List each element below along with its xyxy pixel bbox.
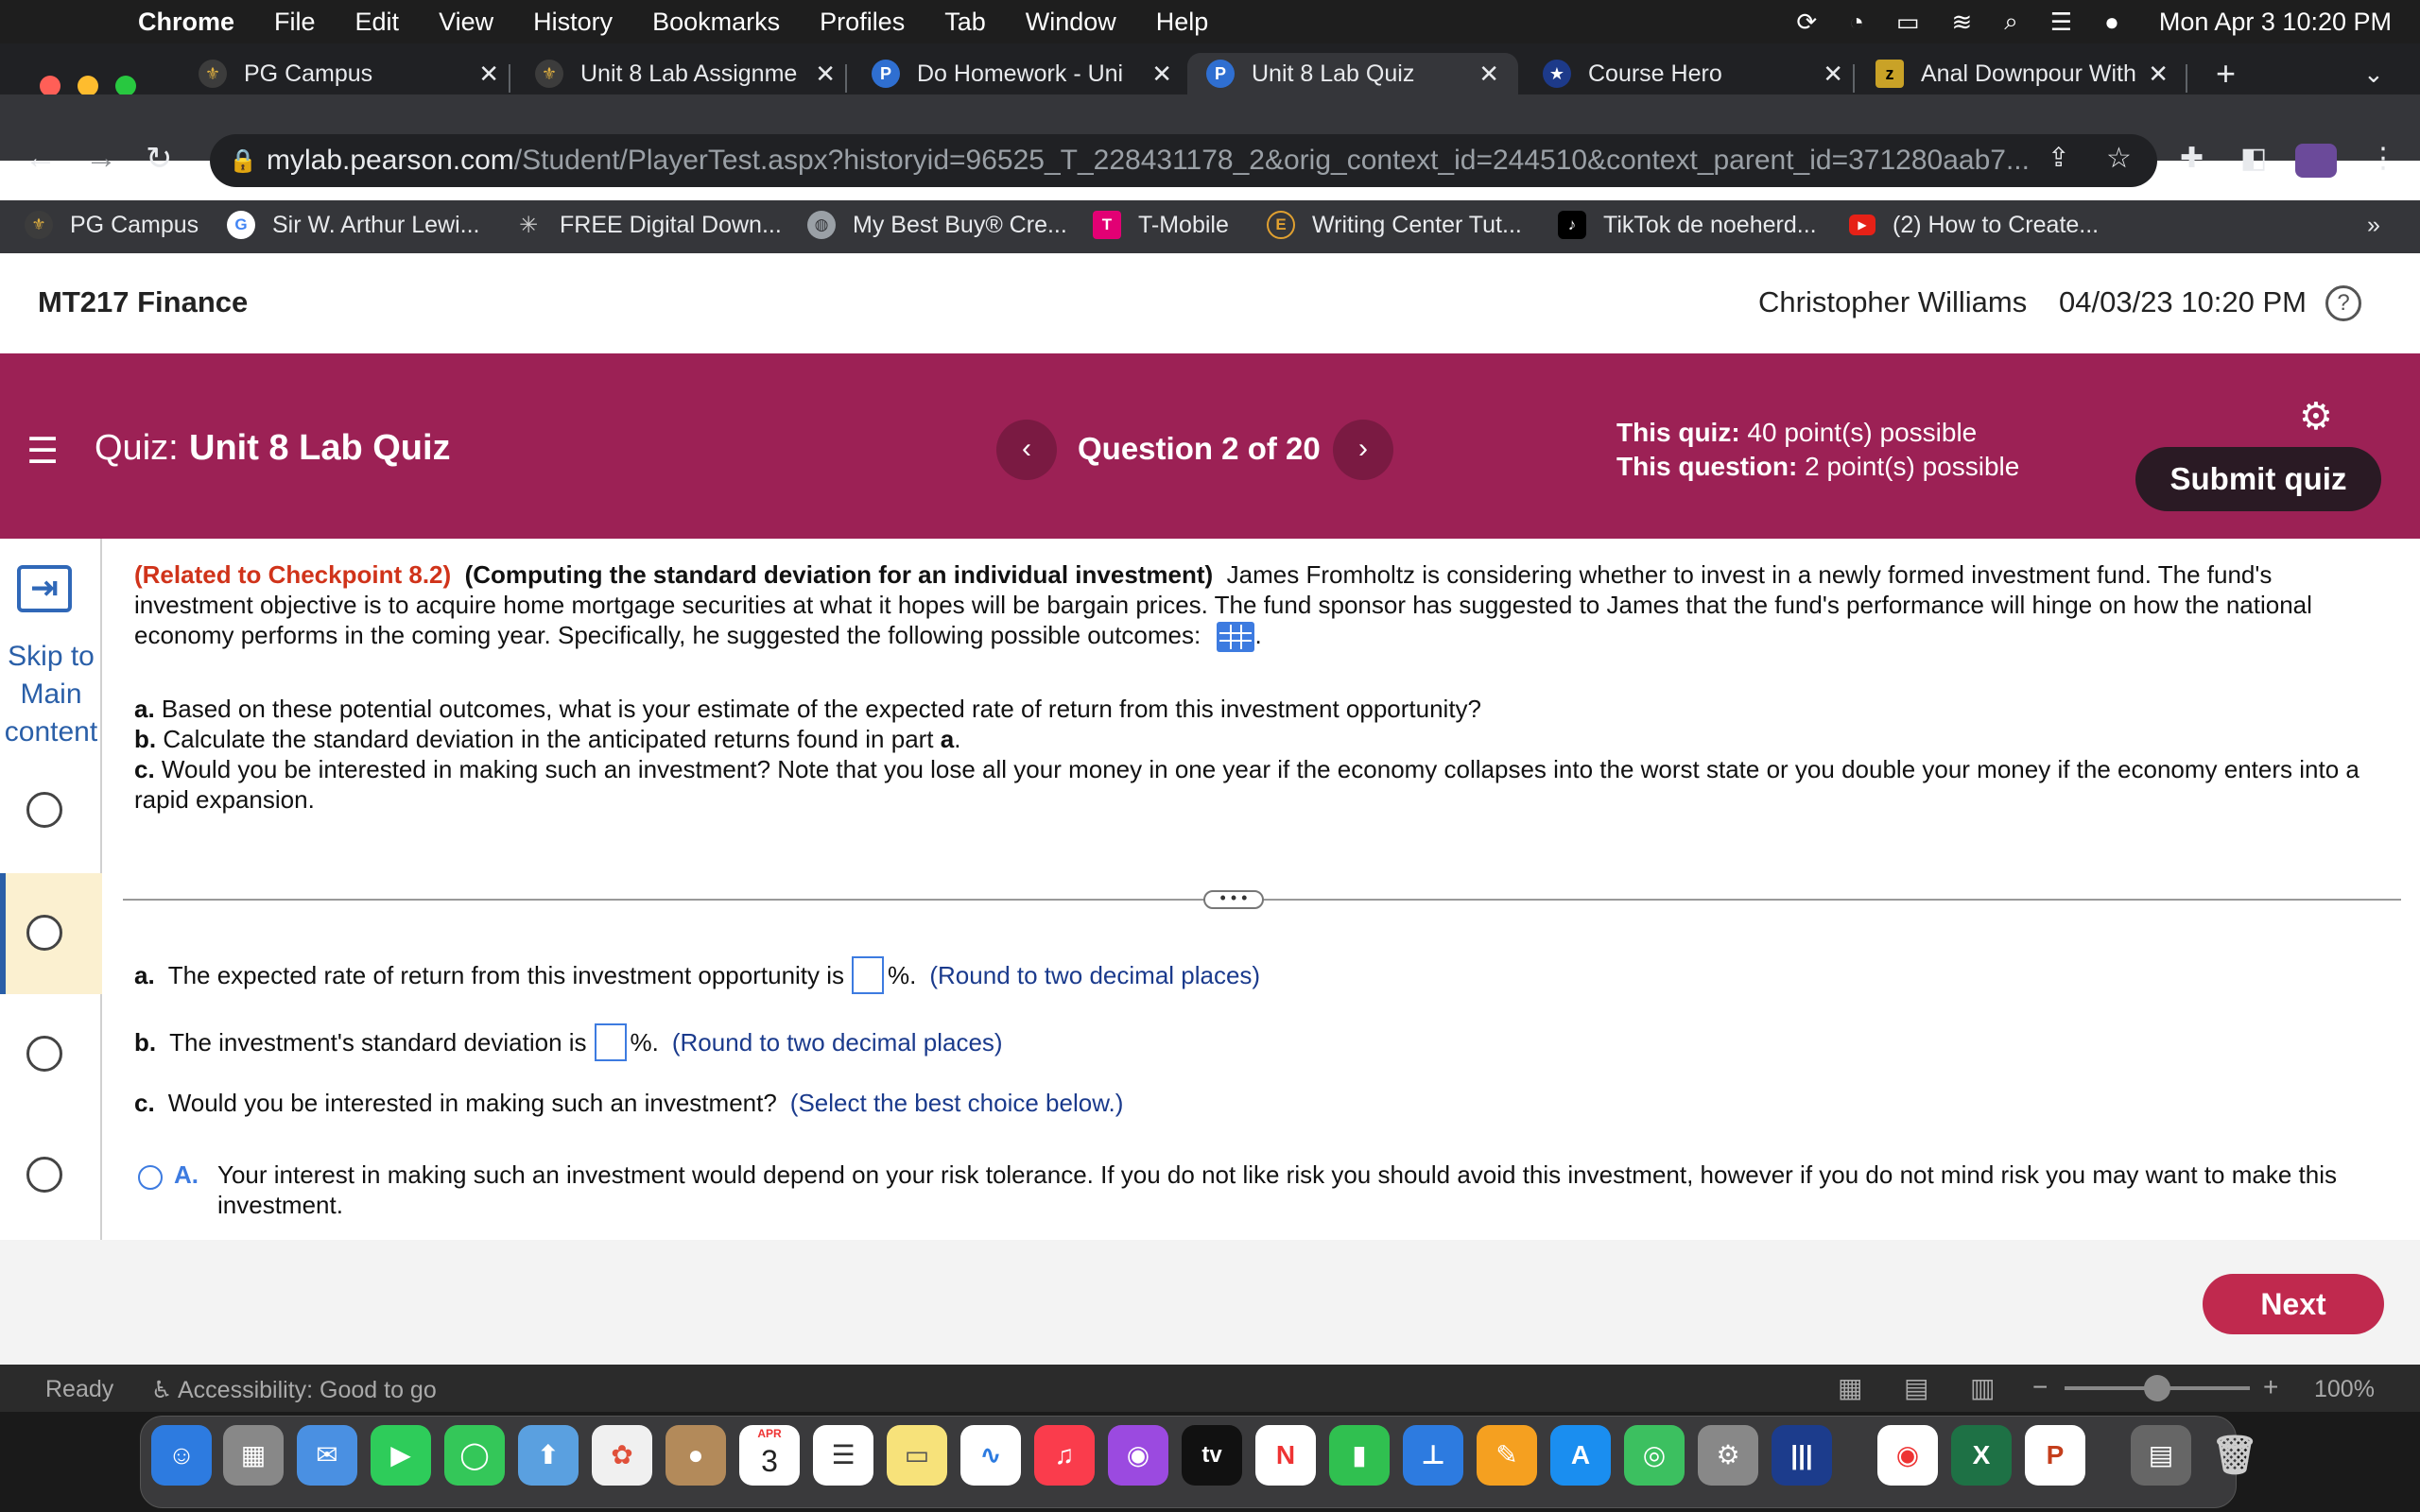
choice-a-option[interactable] [134,1160,2384,1220]
menu-clock[interactable]: Mon Apr 3 10:20 PM [2158,7,2392,36]
menu-edit[interactable]: Edit [354,7,400,36]
next-button[interactable]: Next [2203,1274,2384,1334]
close-tab-icon[interactable]: ✕ [815,59,836,88]
pages-icon[interactable]: ✎ [1477,1425,1537,1486]
tab-label: Do Homework - Uni [917,60,1124,87]
contacts-icon[interactable]: ● [666,1425,726,1486]
menu-app-chrome[interactable]: Chrome [138,7,235,36]
tab-course-hero[interactable] [1543,53,1843,94]
share-icon[interactable]: ⇪ [2048,143,2070,172]
voice-memos-icon[interactable]: ||| [1772,1425,1832,1486]
google-icon: G [227,211,255,239]
related-checkpoint: (Related to Checkpoint 8.2) [134,560,452,589]
menu-profiles[interactable]: Profiles [820,7,906,36]
control-center-icon[interactable]: ☰ [2049,7,2073,36]
rail-question-status-4[interactable] [26,1157,62,1193]
submit-quiz-button[interactable]: Submit quiz [2135,447,2381,511]
quiz-points-value: 40 point(s) possible [1739,418,1978,447]
tab-label: Unit 8 Lab Assignme [580,60,798,87]
normal-view-icon[interactable]: ▦ [1838,1373,1863,1402]
tab-separator [845,64,847,93]
user-name: Christopher Williams [1758,285,2028,318]
previous-question-button[interactable]: ‹ [996,420,1057,480]
chrome-menu-icon[interactable]: ⋮ [2369,143,2397,174]
forward-arrow-icon[interactable]: → [85,140,117,176]
tab-label: Unit 8 Lab Quiz [1252,60,1415,87]
answer-a-hint: (Round to two decimal places) [929,961,1261,989]
pearson-icon: P [1206,60,1235,88]
page-layout-icon[interactable]: ▤ [1904,1373,1929,1402]
writing-center-icon: E [1267,211,1295,239]
part-text: Would you be interested in making such an investment? Note that you lose all your money in one year if the economy collapses into the worst state or you double your money if the economy enters into a rapid expansion. [134,755,2360,814]
url-path: /Student/PlayerTest.aspx?historyid=96525_T_228431178_2&orig_context_id=244510&context_parent_id=371280aab7... [513,145,2030,176]
question-statement [134,559,2384,652]
new-tab-button[interactable]: + [2216,54,2237,93]
tiktok-icon: ♪ [1558,211,1586,239]
quiz-points [1616,418,1977,448]
tab-pg-campus[interactable] [199,53,499,94]
hamburger-menu-icon[interactable]: ☰ [26,432,60,472]
tab-label: Course Hero [1588,60,1722,87]
choice-letter: A. [174,1160,199,1189]
tab-anal-downpour[interactable] [1876,53,2169,94]
pane-resize-handle[interactable]: • • • [1203,890,1264,909]
answer-unit: %. [630,1028,659,1057]
bookmark-free-digital-download[interactable] [514,208,782,242]
calendar-day: 3 [761,1444,778,1478]
zoom-out-icon[interactable]: − [2032,1372,2048,1401]
finder-icon[interactable]: ☺ [151,1425,212,1486]
tab-separator [1853,64,1855,93]
lock-icon[interactable]: 🔒 [229,147,257,174]
pg-campus-icon: ⚜ [535,60,563,88]
bookmark-label: My Best Buy® Cre... [853,211,1067,238]
bookmark-label: TikTok de noeherd... [1603,211,1817,238]
bookmark-label: FREE Digital Down... [560,211,782,238]
tab-separator [509,64,510,93]
freeform-icon[interactable]: ∿ [960,1425,1021,1486]
question-counter[interactable]: Question 2 of 20 [1078,431,1321,466]
quiz-label: Quiz: [95,428,179,468]
menu-bar [0,0,2420,43]
system-settings-icon[interactable]: ⚙ [1698,1425,1758,1486]
help-icon[interactable]: ? [2325,285,2361,321]
excel-icon[interactable]: X [1951,1425,2012,1486]
question-body: James Fromholtz is considering whether to invest in a newly formed investment fund. The fund's investment objective is to acquire home mortgage securities at what it hopes will be bargain prices. The fund sponsor has suggested to James that the fund's performance will hinge on how the national economy performs in the coming year. Specifically, he suggested the following possible outcomes: [134,560,2312,649]
mail-icon[interactable]: ✉ [297,1425,357,1486]
standard-deviation-input[interactable] [595,1023,627,1061]
podcasts-icon[interactable]: ◉ [1108,1425,1168,1486]
bookmark-label: (2) How to Create... [1893,211,2100,238]
next-question-button[interactable]: › [1333,420,1393,480]
extensions-puzzle-icon[interactable]: ✚ [2180,143,2204,174]
reminders-icon[interactable]: ☰ [813,1425,873,1486]
tab-unit8-lab-assignment[interactable] [535,53,836,94]
status-ready: Ready [45,1376,114,1402]
expected-return-input[interactable] [852,956,884,994]
question-footer [0,1240,2420,1365]
accessibility-text: Accessibility: Good to go [178,1377,437,1403]
bookmark-tiktok[interactable] [1558,208,1817,242]
menu-tab[interactable]: Tab [944,7,986,36]
menu-bookmarks[interactable]: Bookmarks [652,7,781,36]
wifi-icon[interactable]: ≋ [1951,7,1973,36]
answer-letter: b. [134,1028,157,1057]
skip-arrow-icon[interactable]: ⇥ [17,565,72,612]
zoom-percent[interactable]: 100% [2314,1376,2375,1402]
part-ref: a [940,725,955,753]
close-tab-icon[interactable]: ✕ [1478,59,1499,88]
answer-b-row [134,1023,1003,1061]
close-tab-icon[interactable]: ✕ [478,59,499,88]
bookmark-label: Sir W. Arthur Lewi... [272,211,480,238]
part-b-prompt [134,724,2384,754]
part-letter: a. [134,695,155,723]
question-points-label: This question: [1616,452,1798,481]
zoom-slider-knob[interactable] [2144,1375,2170,1401]
tab-unit8-lab-quiz[interactable] [1187,53,1518,94]
answer-c-text: Would you be interested in making such an investment? [167,1089,777,1117]
window-minimize-button[interactable] [78,76,98,96]
accessibility-icon: ♿ [151,1377,173,1403]
skip-to-main-content-link[interactable]: Skip to Main content [4,641,98,747]
spotlight-search-icon[interactable]: ⌕ [2004,7,2018,35]
answer-a-row [134,956,1260,994]
t-mobile-icon: T [1093,211,1121,239]
bookmark-t-mobile[interactable] [1093,208,1229,242]
find-my-icon[interactable]: ◎ [1624,1425,1685,1486]
facetime-icon[interactable]: ▶ [371,1425,431,1486]
menu-view[interactable]: View [439,7,494,36]
menu-file[interactable]: File [274,7,316,36]
numbers-icon[interactable]: ▮ [1329,1425,1390,1486]
choice-a-radio[interactable] [138,1165,163,1190]
pg-campus-icon: ⚜ [25,211,53,239]
spider-icon: ✳ [518,212,539,238]
pg-campus-icon: ⚜ [199,60,227,88]
rail-question-status-3[interactable] [26,1036,62,1072]
speed-icon[interactable]: ◔ [1849,7,1864,36]
powerpoint-icon[interactable]: P [2025,1425,2085,1486]
bookmark-writing-center[interactable] [1267,208,1522,242]
keynote-icon[interactable]: ⊥ [1403,1425,1463,1486]
window-close-button[interactable] [40,76,60,96]
pearson-icon: P [872,60,900,88]
rail-question-status-2[interactable] [26,915,62,951]
close-tab-icon[interactable]: ✕ [1823,59,1843,88]
bookmark-label: Writing Center Tut... [1312,211,1522,238]
globe-icon: ◍ [807,211,836,239]
close-tab-icon[interactable]: ✕ [2148,59,2169,88]
menu-help[interactable]: Help [1155,7,1209,36]
answer-c-hint: (Select the best choice below.) [789,1089,1124,1117]
news-icon[interactable]: N [1255,1425,1316,1486]
tab-search-chevron-icon[interactable]: ⌄ [2363,59,2384,88]
gear-icon[interactable]: ⚙ [2299,396,2333,438]
choice-a-text: Your interest in making such an investment would depend on your risk tolerance. If you do not like risk you should avoid this investment, however if you do not mind risk you may want to make this investment. [217,1160,2337,1219]
menu-history[interactable]: History [533,7,614,36]
sync-status-icon[interactable]: ⟳ [1796,7,1818,36]
app-store-icon[interactable]: A [1550,1425,1611,1486]
question-body-end: . [1254,621,1262,649]
menu-window[interactable]: Window [1025,7,1116,36]
url-host: mylab.pearson.com [267,145,514,176]
rail-question-status-1[interactable] [26,792,62,828]
apple-tv-label: tv [1201,1442,1222,1468]
messages-icon[interactable]: ◯ [444,1425,505,1486]
chrome-icon[interactable]: ◉ [1877,1425,1938,1486]
answer-unit: %. [888,961,917,989]
part-letter: c. [134,755,155,783]
answer-b-hint: (Round to two decimal places) [671,1028,1003,1057]
answer-letter: c. [134,1089,155,1117]
part-text: Calculate the standard deviation in the anticipated returns found in part [163,725,934,753]
maps-icon[interactable]: ⬆ [518,1425,579,1486]
reload-icon[interactable]: ↻ [146,141,173,177]
answer-b-text: The investment's standard deviation is [169,1028,587,1057]
tab-do-homework[interactable] [872,53,1172,94]
tab-label: Anal Downpour With [1921,60,2136,87]
bookmark-youtube-how-to-create[interactable] [1849,208,2099,242]
calendar-icon[interactable] [739,1425,800,1486]
part-text-end: . [954,725,961,753]
bookmarks-overflow-button[interactable]: » [2367,211,2380,238]
downloads-stack-icon[interactable]: ▤ [2131,1425,2191,1486]
music-icon[interactable]: ♫ [1034,1425,1095,1486]
back-arrow-icon[interactable]: ← [25,140,57,176]
answer-letter: a. [134,961,155,989]
part-text: Based on these potential outcomes, what is your estimate of the expected rate of return from this investment opportunity? [161,695,1482,723]
bookmark-label: T-Mobile [1138,211,1229,238]
bookmark-sir-arthur-lewis[interactable] [227,208,480,242]
question-points-value: 2 point(s) possible [1797,452,2020,481]
header-datetime: 04/03/23 10:20 PM [2059,285,2307,318]
answer-c-row [134,1087,1123,1119]
accessibility-status[interactable] [151,1376,437,1404]
address-bar[interactable] [210,134,2157,187]
battery-icon[interactable]: ▭ [1895,7,1920,36]
bookmark-label: PG Campus [70,211,199,238]
apple-tv-icon[interactable] [1182,1425,1242,1486]
bookmark-my-best-buy[interactable] [807,208,1067,242]
question-topic: (Computing the standard deviation for an individual investment) [464,560,1214,589]
part-a-prompt [134,694,2384,724]
trash-icon[interactable]: 🗑 [2210,1435,2259,1476]
launchpad-icon[interactable]: ▦ [223,1425,284,1486]
data-table-icon[interactable] [1217,622,1254,652]
siri-icon[interactable]: ● [2104,7,2119,36]
close-tab-icon[interactable]: ✕ [1151,59,1172,88]
part-c-prompt [134,754,2384,815]
tab-label: PG Campus [244,60,373,87]
site-icon: z [1876,60,1904,88]
side-panel-icon[interactable]: ◧ [2240,143,2268,174]
tab-separator [2186,64,2187,93]
zoom-in-icon[interactable]: + [2263,1372,2279,1401]
photos-icon[interactable]: ✿ [592,1425,652,1486]
quiz-points-label: This quiz: [1616,418,1740,447]
profile-avatar[interactable] [2295,144,2337,178]
question-points [1616,452,2019,482]
calendar-month: APR [757,1427,782,1440]
bookmark-pg-campus[interactable] [25,208,199,242]
page-break-icon[interactable]: ▥ [1970,1373,1996,1402]
course-hero-icon: ★ [1543,60,1571,88]
answer-a-text: The expected rate of return from this investment opportunity is [167,961,845,989]
window-zoom-button[interactable] [115,76,136,96]
notes-icon[interactable]: ▭ [887,1425,947,1486]
quiz-title: Unit 8 Lab Quiz [189,428,451,468]
part-letter: b. [134,725,157,753]
bookmark-star-icon[interactable]: ☆ [2106,143,2132,174]
course-title: MT217 Finance [38,285,249,318]
youtube-icon: ▶ [1849,215,1876,235]
